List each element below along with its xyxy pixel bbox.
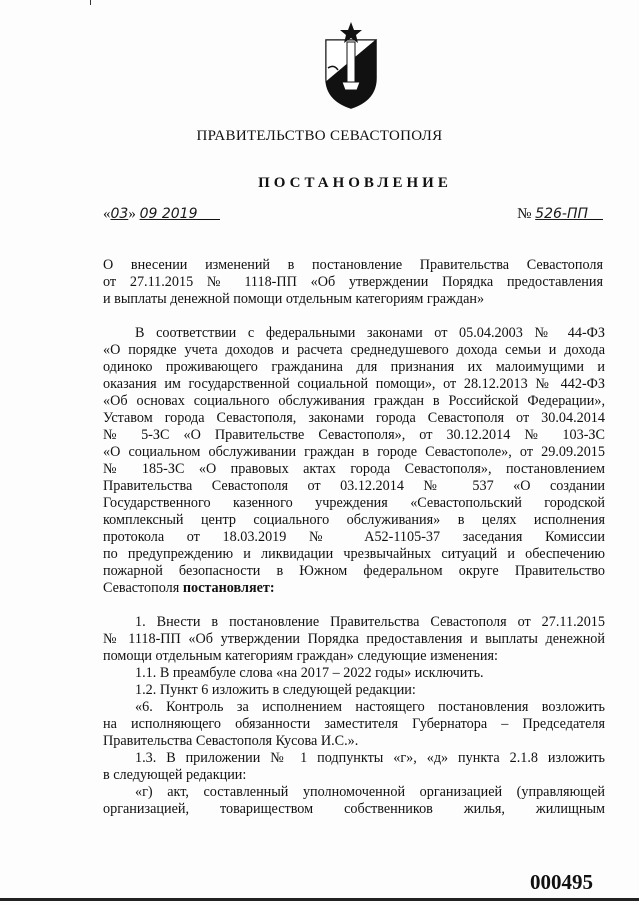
preamble-line: комплексный центр социального обслуживания» в целях исполнения [103,512,605,528]
body-line: на исполняющего обязанности заместителя Губернатора – Председателя [103,716,605,732]
number-value: 526-ПП [535,206,588,222]
date-quote-close: » [128,206,136,222]
body-line: 1.1. В преамбуле слова «на 2017 – 2022 годы» исключить. [135,665,484,681]
body-line: «г) акт, составленный уполномоченной организацией (управляющей [135,784,605,800]
preamble-line: Правительства Севастополя от 03.12.2014 № 537 «О создании [103,478,605,494]
subject-line: и выплаты денежной помощи отдельным категориям граждан» [103,291,485,307]
subject-line: О внесении изменений в постановление Правительства Севастополя [103,257,603,273]
document-type-heading: ПОСТАНОВЛЕНИЕ [258,175,452,191]
scan-mark [90,0,91,5]
body-line: Правительства Севастополя Кусова И.С.». [103,733,359,749]
preamble-line: № 185-ЗС «О правовых актах города Севастополя», постановлением [103,461,605,477]
preamble-line: протокола от 18.03.2019 № А52-1105-37 заседания Комиссии [103,529,605,545]
preamble-last-word: Севастополя [103,580,180,596]
date-quote-open: « [103,206,111,222]
body-line: организацией, товариществом собственников жилья, жилищным [103,801,605,817]
preamble-line: В соответствии с федеральными законами от 05.04.2003 № 44-ФЗ [135,325,605,341]
body-line: № 1118-ПП «Об утверждении Порядка предоставления и выплаты денежной [103,631,605,647]
date-day: 03 [110,206,129,222]
preamble-line: № 5-ЗС «О Правительстве Севастополя», от 30.12.2014 № 103-ЗС [103,427,605,443]
form-serial-number: 000495 [530,870,593,894]
body-line: 1.2. Пункт 6 изложить в следующей редакции: [135,682,416,698]
body-line: 1. Внести в постановление Правительства Севастополя от 27.11.2015 [135,614,605,630]
date-month-year: 09 2019 [139,206,198,222]
body-line: «6. Контроль за исполнением настоящего постановления возложить [135,699,605,715]
preamble-line: пожарной безопасности в Южном федеральном округе Правительство [103,563,605,579]
preamble-line [103,580,275,597]
document-date [103,206,220,223]
document-number [517,206,603,223]
resolves-keyword: постановляет: [182,580,275,596]
preamble-line: одиноко проживающего гражданина для признания их малоимущими и [103,359,605,375]
subject-line: от 27.11.2015 № 1118-ПП «Об утверждении Порядка предоставления [103,274,603,290]
body-line: 1.3. В приложении № 1 подпункты «г», «д» пункта 2.1.8 изложить [135,750,605,766]
scan-bottom-edge [0,898,639,901]
preamble-line: Государственного казенного учреждения «Севастопольский городской [103,495,605,511]
preamble-line: «О порядке учета доходов и расчета среднедушевого дохода семьи и дохода [103,342,605,358]
preamble-line: по предупреждению и ликвидации чрезвычайных ситуаций и обеспечению [103,546,605,562]
preamble-line: Уставом города Севастополя, законами города Севастополя от 30.04.2014 [103,410,605,426]
body-line: помощи отдельным категориям граждан» следующие изменения: [103,648,498,664]
sevastopol-coat-of-arms [322,18,380,110]
number-label: № [517,206,532,222]
preamble-line: «Об основах социального обслуживания граждан в Российской Федерации», [103,393,605,409]
preamble-line: «О социальном обслуживании граждан в городе Севастополе», от 29.09.2015 [103,444,605,460]
body-line: в следующей редакции: [103,767,247,783]
preamble-line: оказания им государственной социальной помощи», от 28.12.2013 № 442-ФЗ [103,376,605,392]
organization-title: ПРАВИТЕЛЬСТВО СЕВАСТОПОЛЯ [196,128,443,144]
